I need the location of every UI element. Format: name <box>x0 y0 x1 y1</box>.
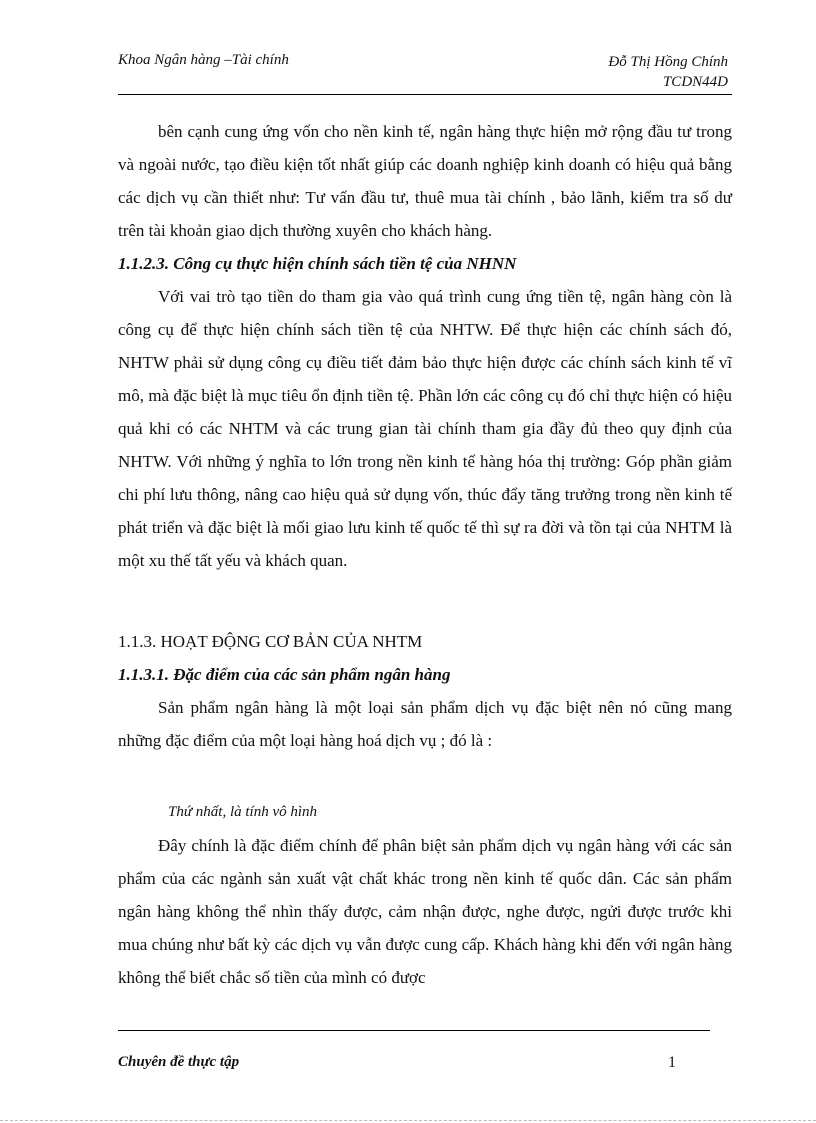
page-number: 1 <box>668 1054 676 1071</box>
body-block-2 <box>118 625 732 757</box>
header-divider <box>118 94 732 95</box>
body-block-3 <box>118 796 732 994</box>
page-edge-rule <box>0 1120 816 1121</box>
footer-title: Chuyên đề thực tập <box>118 1054 240 1070</box>
subheading-first-point: Thứ nhất, là tính vô hình <box>168 804 318 820</box>
section-heading-1-1-3-1: 1.1.3.1. Đặc điểm của các sản phẩm ngân hàng <box>118 665 451 684</box>
header-author-name: Đỗ Thị Hồng Chính <box>608 54 728 70</box>
header-faculty: Khoa Ngân hàng –Tài chính <box>118 52 289 68</box>
paragraph-1: bên cạnh cung ứng vốn cho nền kinh tế, ngân hàng thực hiện mở rộng đầu tư trong và ngoài nước, tạo điều kiện tốt nhất giúp các doanh nghiệp kinh doanh có hiệu quả bằng các dịch vụ cần thiết như: Tư vấn đầu tư, thuê mua tài chính , bảo lãnh, kiểm tra số dư trên tài khoản giao dịch thường xuyên cho khách hàng. <box>118 122 732 240</box>
header-author-class: TCDN44D <box>662 74 728 90</box>
body-block-1 <box>118 115 732 577</box>
section-heading-1-1-3: 1.1.3. HOẠT ĐỘNG CƠ BẢN CỦA NHTM <box>118 632 423 651</box>
paragraph-2: Với vai trò tạo tiền do tham gia vào quá trình cung ứng tiền tệ, ngân hàng còn là công cụ để thực hiện chính sách tiền tệ của NHTW. Để thực hiện các chính sách đó, NHTW phải sử dụng công cụ điều tiết đảm bảo thực hiện được các chính sách kinh tế vĩ mô, mà đặc biệt là mục tiêu ổn định tiền tệ. Phần lớn các công cụ đó chỉ thực hiện có hiệu quả khi có các NHTM và các trung gian tài chính tham gia đầy đủ theo quy định của NHTW. Với những ý nghĩa to lớn trong nền kinh tế hàng hóa thị trường: Góp phần giảm chi phí lưu thông, nâng cao hiệu quả sử dụng vốn, thúc đẩy tăng trưởng trong nền kinh tế phát triển và đặc biệt là mối giao lưu kinh tế quốc tế thì sự ra đời và tồn tại của NHTM là một xu thế tất yếu và khách quan. <box>118 287 732 570</box>
section-heading-1-1-2-3: 1.1.2.3. Công cụ thực hiện chính sách tiền tệ của NHNN <box>118 254 517 273</box>
paragraph-3: Sản phẩm ngân hàng là một loại sản phẩm dịch vụ đặc biệt nên nó cũng mang những đặc điểm của một loại hàng hoá dịch vụ ; đó là : <box>118 698 732 750</box>
paragraph-4: Đây chính là đặc điểm chính để phân biệt sản phẩm dịch vụ ngân hàng với các sản phẩm của các ngành sản xuất vật chất khác trong nền kinh tế quốc dân. Các sản phẩm ngân hàng không thể nhìn thấy được, cảm nhận được, nghe được, ngửi được trước khi mua chúng như bất kỳ các dịch vụ vẫn được cung cấp. Khách hàng khi đến với ngân hàng không thể biết chắc số tiền của mình có được <box>118 836 732 987</box>
footer-divider <box>118 1030 710 1031</box>
header-author <box>608 52 728 92</box>
